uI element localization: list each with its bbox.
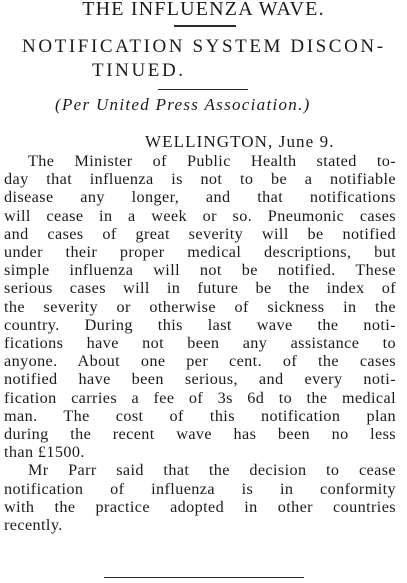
- subheadline-line-2: TINUED.: [92, 60, 186, 81]
- paragraph-line: under their proper medical descriptions, but: [4, 243, 396, 262]
- press-credit: (Per United Press Association.): [55, 95, 311, 114]
- paragraph-line: the severity or otherwise of sickness in the: [4, 297, 396, 316]
- paragraph-line: fication carries a fee of 3s 6d to the medical: [4, 388, 396, 407]
- paragraph-2: [4, 461, 396, 534]
- paragraph-line: disease any longer, and that notifications: [4, 188, 396, 207]
- paragraph-1: [4, 152, 396, 461]
- paragraph-line: simple influenza will not be notified. These: [4, 261, 396, 280]
- paragraph-line: during the recent wave has been no less: [4, 425, 396, 444]
- paragraph-line: will cease in a week or so. Pneumonic cases: [4, 206, 396, 225]
- paragraph-line: with the practice adopted in other countries: [4, 497, 396, 516]
- headline: THE INFLUENZA WAVE.: [82, 0, 325, 20]
- paragraph-line: notified have been serious, and every noti-: [4, 370, 396, 389]
- headline-divider: [174, 25, 236, 27]
- paragraph-line: country. During this last wave the noti-: [4, 315, 396, 334]
- paragraph-line: man. The cost of this notification plan: [4, 406, 396, 425]
- paragraph-line: notification of influenza is in conformity: [4, 479, 396, 498]
- paragraph-line: anyone. About one per cent. of the cases: [4, 352, 396, 371]
- paragraph-line: than £1500.: [4, 443, 85, 462]
- paragraph-line: recently.: [4, 516, 63, 535]
- article-body: [4, 152, 396, 534]
- paragraph-line: Mr Parr said that the decision to cease: [28, 461, 396, 480]
- article-end-divider: [104, 577, 304, 578]
- subheadline-divider: [158, 89, 248, 90]
- paragraph-line: day that influenza is not to be a notifiable: [4, 170, 396, 189]
- paragraph-line: fications have not been any assistance to: [4, 334, 396, 353]
- paragraph-line: and cases of great severity will be notified: [4, 224, 396, 243]
- subheadline: [22, 35, 392, 83]
- subheadline-line-1: NOTIFICATION SYSTEM DISCON-: [22, 36, 386, 57]
- paragraph-line: The Minister of Public Health stated to-: [28, 152, 396, 170]
- dateline: WELLINGTON, June 9.: [145, 132, 335, 151]
- paragraph-line: serious cases will in future be the index of: [4, 279, 396, 298]
